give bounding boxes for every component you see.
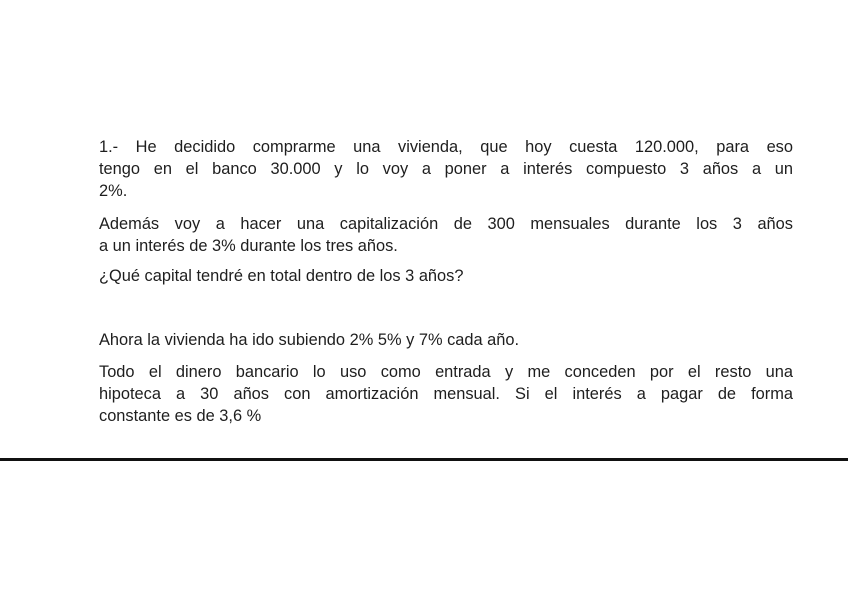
text-line: ¿Qué capital tendré en total dentro de los 3 años?	[99, 267, 464, 285]
text-line: Ahora la vivienda ha ido subiendo 2% 5% y 7% cada año.	[99, 331, 520, 349]
paragraph-mortgage	[99, 361, 793, 427]
text-line: a un interés de 3% durante los tres años.	[99, 237, 398, 255]
problem-statement	[99, 136, 793, 427]
paragraph-price-increase	[99, 329, 793, 351]
text-line: 2%.	[99, 182, 128, 200]
paragraph-monthly-capitalization	[99, 213, 793, 257]
paragraph-house-purchase	[99, 136, 793, 202]
text-line: 1.- He decidido comprarme una vivienda, que hoy cuesta 120.000, para eso	[99, 138, 793, 156]
text-line: hipoteca a 30 años con amortización mensual. Si el interés a pagar de forma	[99, 385, 793, 403]
horizontal-divider	[0, 458, 848, 461]
text-line: constante es de 3,6 %	[99, 407, 262, 425]
text-line: tengo en el banco 30.000 y lo voy a poner a interés compuesto 3 años a un	[99, 160, 793, 178]
text-line: Todo el dinero bancario lo uso como entrada y me conceden por el resto una	[99, 363, 793, 381]
paragraph-question	[99, 265, 793, 287]
text-line: Además voy a hacer una capitalización de 300 mensuales durante los 3 años	[99, 215, 793, 233]
